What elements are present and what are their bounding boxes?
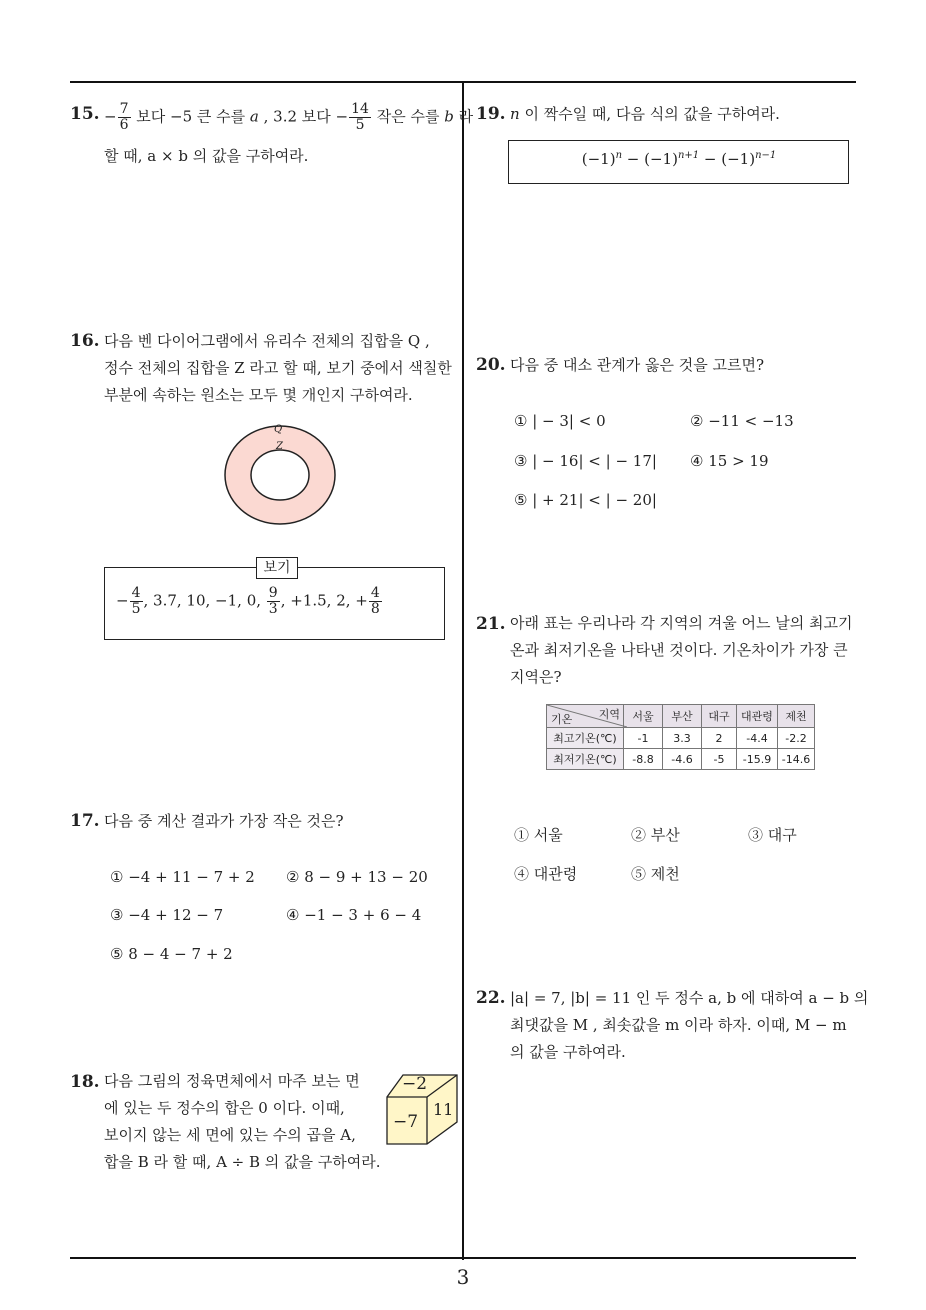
bogi-items: − $\frac{4}{5}$ , 3.7, 10, −1, 0, $\frac{9}{3}$ , +1.5, 2, + $\frac{4}{8}$ <box>116 585 380 617</box>
q17-number: 17. <box>70 811 100 831</box>
q20-choice-1[interactable]: ① | − 3| < 0 <box>514 412 606 430</box>
table-row <box>547 728 815 749</box>
q18-line2: 에 있는 두 정수의 합은 0 이다. 이때, <box>104 1099 345 1117</box>
table-header-row <box>547 705 815 728</box>
q19-expression: $(-1)^n - (-1)^{n+1} - (-1)^{n-1}$ <box>581 150 777 168</box>
q16-line3: 부분에 속하는 원소는 모두 몇 개인지 구하여라. <box>104 386 413 404</box>
q17-choice-1[interactable]: ① −4 + 11 − 7 + 2 <box>110 868 255 886</box>
q19-question: n 이 짝수일 때, 다음 식의 값을 구하여라. <box>510 105 780 123</box>
cube-side-value: 11 <box>433 1100 454 1119</box>
cube-front-value: −7 <box>393 1112 419 1132</box>
venn-z-label: Z <box>276 441 283 452</box>
bogi-title: 보기 <box>256 557 298 579</box>
column-header: 부산 <box>663 705 702 728</box>
q22-number: 22. <box>476 988 506 1008</box>
table-cell: -14.6 <box>778 749 815 770</box>
q17-choice-2[interactable]: ② 8 − 9 + 13 − 20 <box>286 868 428 886</box>
venn-q-label: Q <box>274 424 283 435</box>
q20-choice-2[interactable]: ② −11 < −13 <box>690 412 794 430</box>
q21-line3: 지역은? <box>510 668 562 686</box>
q17-choice-5[interactable]: ⑤ 8 − 4 − 7 + 2 <box>110 945 233 963</box>
table-cell: -4.6 <box>663 749 702 770</box>
q15-line2: 할 때, a × b 의 값을 구하여라. <box>104 147 309 165</box>
cube-top-value: −2 <box>402 1074 428 1094</box>
table-cell: -5 <box>702 749 737 770</box>
row-header: 최고기온(℃) <box>547 728 624 749</box>
page-number: 3 <box>456 1265 470 1289</box>
table-cell: -15.9 <box>737 749 778 770</box>
corner-temp-label: 기온 <box>551 713 573 726</box>
column-header: 대관령 <box>737 705 778 728</box>
table-cell: 2 <box>702 728 737 749</box>
column-header: 대구 <box>702 705 737 728</box>
q21-line2: 온과 최저기온을 나타낸 것이다. 기온차이가 가장 큰 <box>510 641 848 659</box>
q22-line1: |a| = 7, |b| = 11 인 두 정수 a, b 에 대하여 a − b 의 <box>510 989 869 1007</box>
table-cell: 3.3 <box>663 728 702 749</box>
q20-choice-4[interactable]: ④ 15 > 19 <box>690 452 769 470</box>
q21-choice-4[interactable]: ④ 대관령 <box>514 865 578 883</box>
q21-line1: 아래 표는 우리나라 각 지역의 겨울 어느 날의 최고기 <box>510 614 853 632</box>
q20-choice-3[interactable]: ③ | − 16| < | − 17| <box>514 452 657 470</box>
bottom-rule <box>70 1257 856 1259</box>
q19-number: 19. <box>476 104 506 124</box>
q21-choice-3[interactable]: ③ 대구 <box>748 826 797 844</box>
column-header: 서울 <box>624 705 663 728</box>
table-cell: -4.4 <box>737 728 778 749</box>
q16-line2: 정수 전체의 집합을 Z 라고 할 때, 보기 중에서 색칠한 <box>104 359 452 377</box>
q22-line3: 의 값을 구하여라. <box>510 1043 626 1061</box>
q17-choice-3[interactable]: ③ −4 + 12 − 7 <box>110 906 224 924</box>
temperature-table <box>546 704 815 770</box>
table-cell: -1 <box>624 728 663 749</box>
q17-choice-4[interactable]: ④ −1 − 3 + 6 − 4 <box>286 906 422 924</box>
q15-number: 15. <box>70 104 100 124</box>
venn-diagram <box>222 422 338 528</box>
q16-number: 16. <box>70 331 100 351</box>
q15-line1: − $\frac{7}{6}$ 보다 −5 큰 수를 a , 3.2 보다 − $\frac{14}{5}$ 작은 수를 b 라 <box>104 101 474 133</box>
q21-choice-2[interactable]: ② 부산 <box>631 826 680 844</box>
table-cell: -8.8 <box>624 749 663 770</box>
table-cell: -2.2 <box>778 728 815 749</box>
q20-question: 다음 중 대소 관계가 옳은 것을 고르면? <box>510 356 765 374</box>
q16-line1: 다음 벤 다이어그램에서 유리수 전체의 집합을 Q , <box>104 332 430 350</box>
q21-choice-1[interactable]: ① 서울 <box>514 826 563 844</box>
q21-choice-5[interactable]: ⑤ 제천 <box>631 865 680 883</box>
q20-number: 20. <box>476 355 506 375</box>
q21-number: 21. <box>476 614 506 634</box>
column-header: 제천 <box>778 705 815 728</box>
q18-line1: 다음 그림의 정육면체에서 마주 보는 면 <box>104 1072 360 1090</box>
q22-line2: 최댓값을 M , 최솟값을 m 이라 하자. 이때, M − m <box>510 1016 847 1034</box>
q15-fraction-1: $\frac{7}{6}$ <box>119 101 129 133</box>
table-corner-cell <box>547 705 624 728</box>
q15-fraction-2: $\frac{14}{5}$ <box>351 101 369 133</box>
q18-line4: 합을 B 라 할 때, A ÷ B 의 값을 구하여라. <box>104 1153 381 1171</box>
corner-region-label: 지역 <box>598 708 620 721</box>
column-divider <box>462 82 464 1260</box>
q17-question: 다음 중 계산 결과가 가장 작은 것은? <box>104 812 344 830</box>
row-header: 최저기온(℃) <box>547 749 624 770</box>
q20-choice-5[interactable]: ⑤ | + 21| < | − 20| <box>514 491 657 509</box>
q18-line3: 보이지 않는 세 면에 있는 수의 곱을 A, <box>104 1126 356 1144</box>
q18-number: 18. <box>70 1072 100 1092</box>
table-row <box>547 749 815 770</box>
